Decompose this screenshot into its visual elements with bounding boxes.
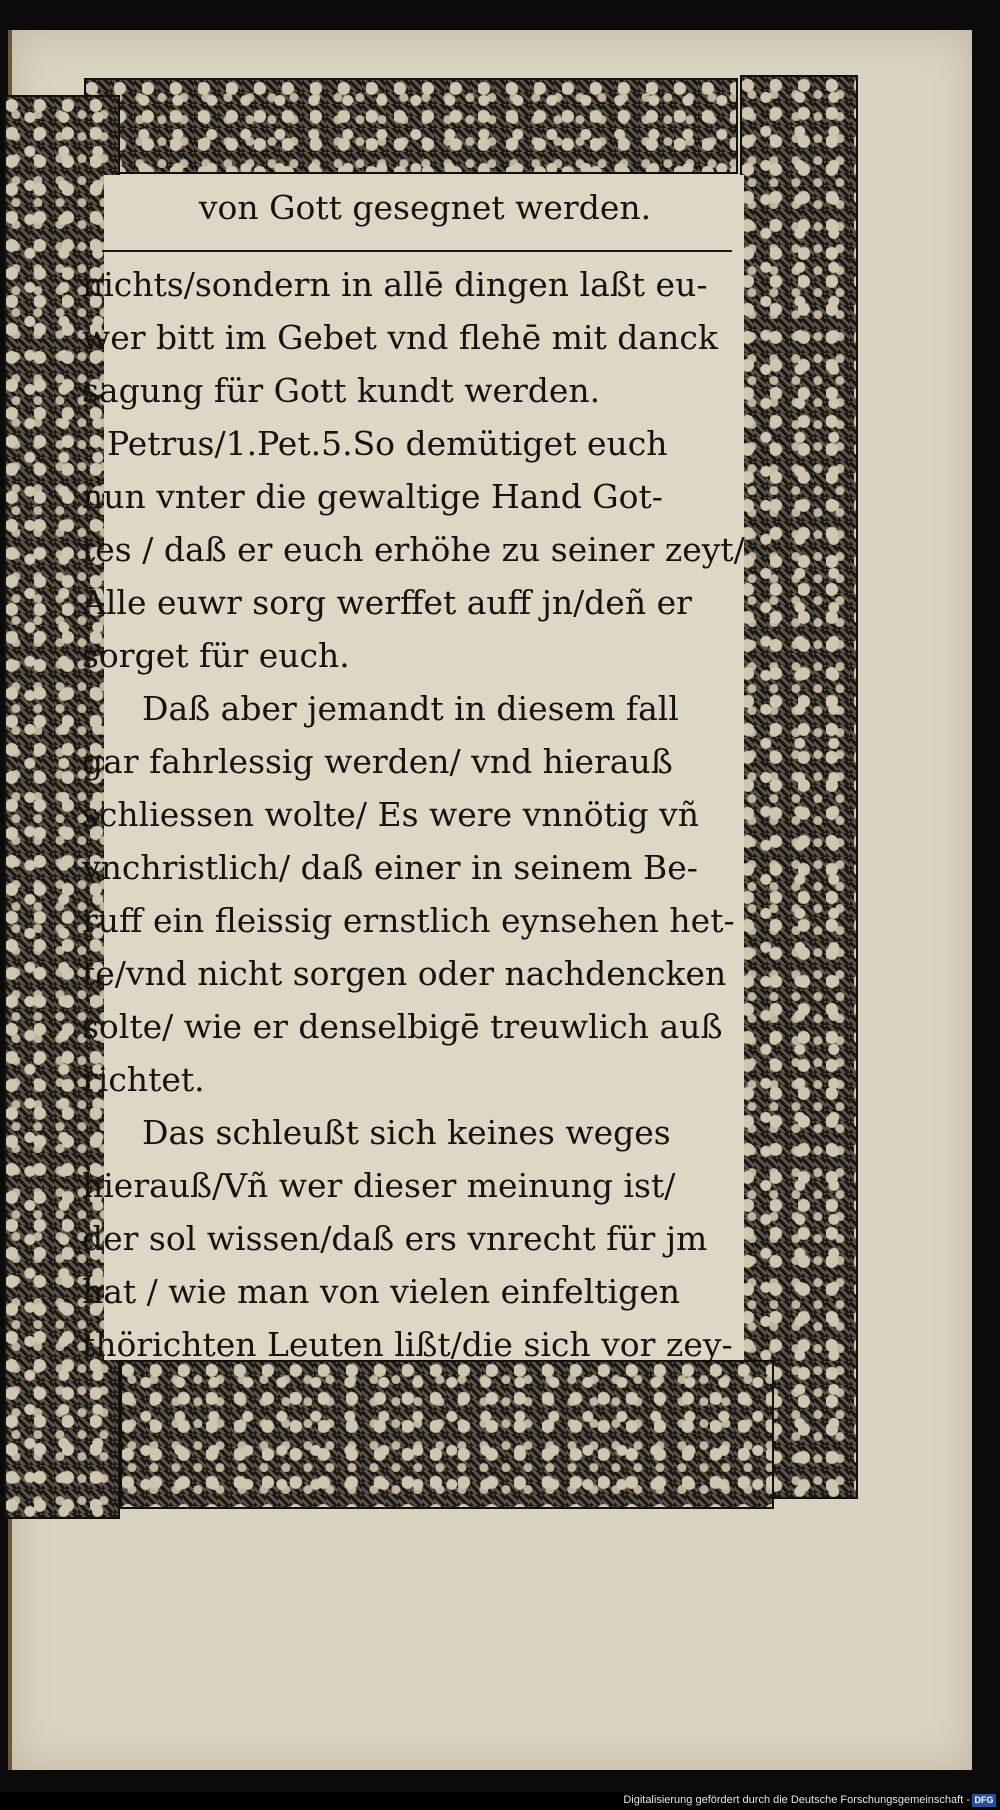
text-line: vnchristlich/ daß einer in seinem Be-	[82, 848, 698, 887]
text-line: te/vnd nicht sorgen oder nachdencken	[82, 954, 727, 993]
body-text	[82, 258, 752, 1371]
text-line: hierauß/Vñ wer dieser meinung ist/	[82, 1166, 676, 1205]
text-line: solte/ wie er denselbigē treuwlich auß	[82, 1007, 723, 1046]
woodcut-border-bottom	[120, 1360, 774, 1509]
woodcut-border-right	[740, 75, 858, 1499]
text-line: sorget für euch.	[82, 636, 350, 675]
text-line: hat / wie man von vielen einfeltigen	[82, 1272, 680, 1311]
text-line: richtet.	[82, 1060, 205, 1099]
text-line: Alle euwr sorg werffet auff jn/deñ er	[82, 583, 692, 622]
dfg-logo: DFG	[972, 1794, 996, 1807]
running-head: von Gott gesegnet werden.	[198, 188, 652, 227]
text-line: nichts/sondern in allē dingen laßt eu-	[82, 265, 708, 304]
text-line: Petrus/1.Pet.5.So demütiget euch	[107, 424, 668, 463]
text-line: gar fahrlessig werden/ vnd hierauß	[82, 742, 673, 781]
text-line: thörichten Leuten lißt/die sich vor zey-	[82, 1325, 733, 1364]
text-line: der sol wissen/daß ers vnrecht für jm	[82, 1219, 708, 1258]
text-line: Daß aber jemandt in diesem fall	[142, 689, 679, 728]
text-line: Das schleußt sich keines weges	[142, 1113, 671, 1152]
text-line: nun vnter die gewaltige Hand Got-	[82, 477, 663, 516]
head-rule	[102, 250, 732, 252]
woodcut-border-top	[84, 78, 738, 174]
text-line: schliessen wolte/ Es were vnnötig vñ	[82, 795, 699, 834]
footer-credit: Digitalisierung gefördert durch die Deutsche Forschungsgemeinschaft -	[623, 1794, 970, 1806]
text-line: wer bitt im Gebet vnd flehē mit danck	[82, 318, 718, 357]
text-line: tes / daß er euch erhöhe zu seiner zeyt/	[82, 530, 745, 569]
text-line: sagung für Gott kundt werden.	[82, 371, 601, 410]
text-line: ruff ein fleissig ernstlich eynsehen het-	[82, 901, 735, 940]
